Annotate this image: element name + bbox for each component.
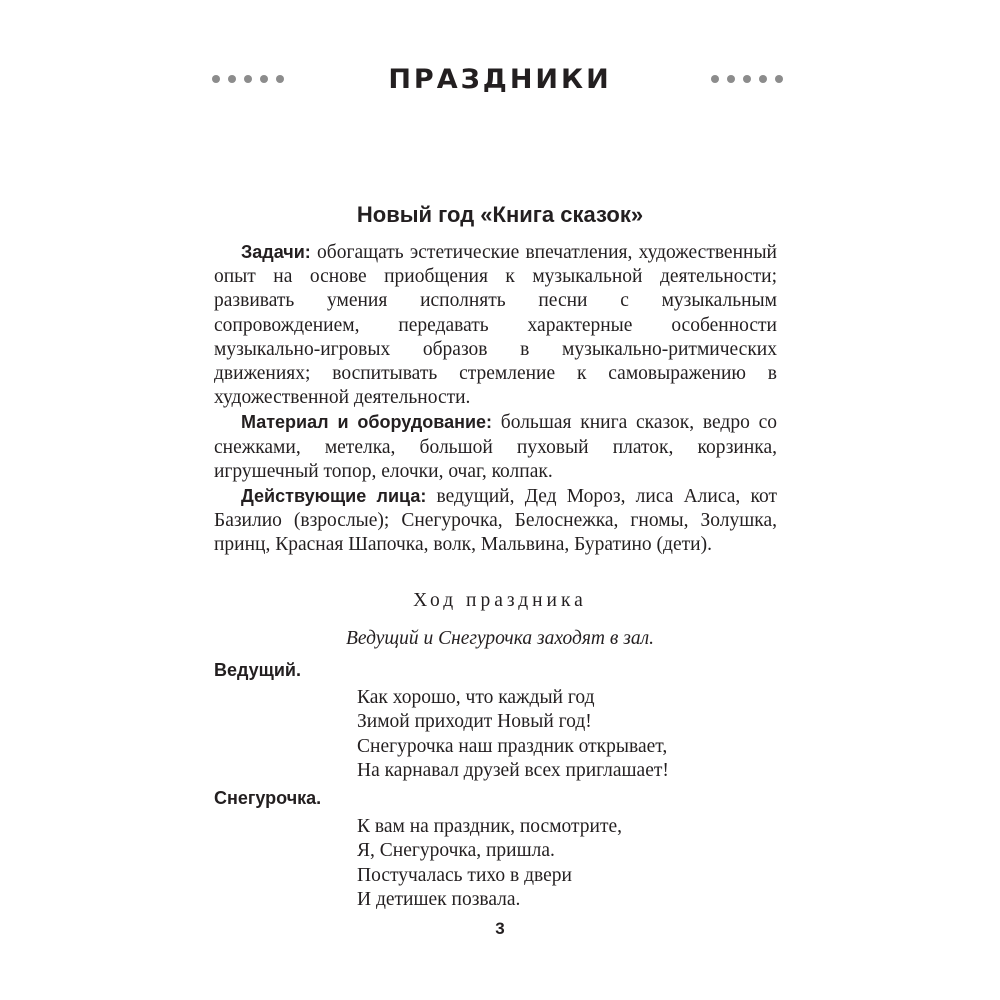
- dot-icon: [743, 75, 751, 83]
- page-number: 3: [495, 919, 505, 938]
- dot-icon: [759, 75, 767, 83]
- intro-text: [214, 240, 777, 558]
- dot-icon: [727, 75, 735, 83]
- materials-label: Материал и оборудование:: [241, 412, 493, 433]
- section-title: ПРАЗДНИКИ: [388, 64, 612, 95]
- document-title: Новый год «Книга сказок»: [356, 202, 644, 227]
- tasks-paragraph: [214, 240, 777, 410]
- verse-line: Зимой приходит Новый год!: [357, 711, 592, 733]
- characters-paragraph: [214, 484, 777, 558]
- course-header: Ход праздника: [413, 590, 587, 611]
- verse-line: И детишек позвала.: [357, 888, 521, 910]
- speaker-name: Снегурочка.: [214, 788, 322, 808]
- verse-line: Постучалась тихо в двери: [357, 864, 572, 886]
- speaker-name: Ведущий.: [214, 660, 301, 680]
- dot-icon: [775, 75, 783, 83]
- characters-text: ведущий, Дед Мороз, лиса Алиса, кот Базилио (взрослые); Снегурочка, Белоснежка, гномы, Золушка, принц, Красная Шапочка, волк, Мальвина, Буратино (дети).: [214, 486, 777, 556]
- stage-direction: Ведущий и Снегурочка заходят в зал.: [346, 628, 654, 649]
- tasks-text: обогащать эстетические впечатления, художественный опыт на основе приобщения к музыкальной деятельности; развивать умения исполнять песни с музыкальным сопровождением, передавать характерные особенности музыкально-игровых образов в музыкально-ритмических движениях; воспитывать стремление к самовыражению в художественной деятельности.: [214, 242, 777, 409]
- verse-line: Я, Снегурочка, пришла.: [357, 840, 555, 862]
- verse-line: На карнавал друзей всех приглашает!: [357, 759, 669, 781]
- materials-paragraph: [214, 410, 777, 484]
- characters-label: Действующие лица:: [241, 486, 427, 507]
- verse-block: [357, 815, 622, 912]
- verse-line: Снегурочка наш праздник открывает,: [357, 735, 668, 757]
- tasks-label: Задачи:: [241, 242, 311, 262]
- decorative-dots-right: [711, 75, 783, 83]
- verse-line: К вам на праздник, посмотрите,: [357, 816, 623, 837]
- running-header: [0, 55, 1000, 105]
- dot-icon: [711, 75, 719, 83]
- verse-block: [357, 686, 669, 783]
- materials-text: большая книга сказок, ведро со снежками, метелка, большой пуховый платок, корзинка, игрушечный топор, елочки, очаг, колпак.: [214, 412, 777, 482]
- verse-line: Как хорошо, что каждый год: [357, 687, 595, 708]
